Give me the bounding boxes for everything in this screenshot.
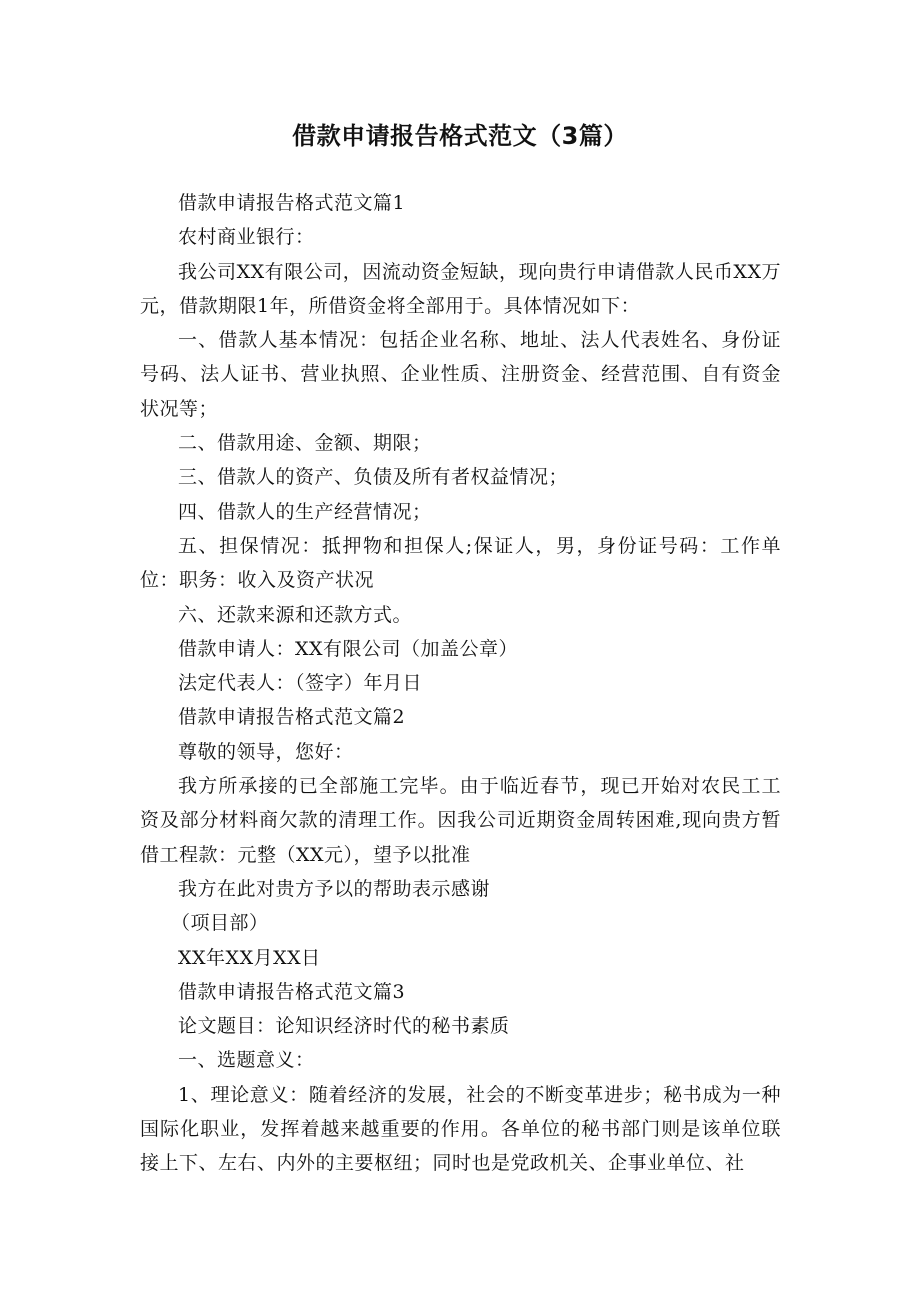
- paragraph-thesis-title: 论文题目：论知识经济时代的秘书素质: [178, 1015, 510, 1038]
- paragraph-salutation-bank: 农村商业银行：: [178, 226, 315, 249]
- paragraph-item-2: 二、借款用途、金额、期限；: [178, 432, 432, 455]
- document-title: 借款申请报告格式范文（3篇）: [292, 122, 628, 150]
- paragraph-heading-1: 借款申请报告格式范文篇1: [178, 192, 406, 214]
- document-body: [140, 186, 781, 1181]
- paragraph-project-request: 我方所承接的已全部施工完毕。由于临近春节，现已开始对农民工工资及部分材料商欠款的清理工作。因我公司近期资金周转困难,现向贵方暂借工程款：元整（XX元），望予以批准: [140, 775, 781, 866]
- paragraph-item-5: 五、担保情况：抵押物和担保人;保证人，男，身份证号码：工作单位：职务：收入及资产状况: [140, 534, 781, 592]
- paragraph-heading-3: 借款申请报告格式范文篇3: [178, 980, 406, 1003]
- paragraph-salutation-leader: 尊敬的领导，您好：: [178, 740, 354, 763]
- paragraph-item-3: 三、借款人的资产、负债及所有者权益情况；: [178, 466, 569, 489]
- paragraph-request: 我公司XX有限公司，因流动资金短缺，现向贵行申请借款人民币XX万元，借款期限1年，所借资金将全部用于。具体情况如下：: [140, 260, 781, 317]
- paragraph-topic-significance: 一、选题意义：: [178, 1049, 315, 1072]
- paragraph-item-6: 六、还款来源和还款方式。: [178, 603, 413, 626]
- paragraph-applicant: 借款申请人：XX有限公司（加盖公章）: [178, 637, 519, 660]
- paragraph-project-dept: （项目部）: [171, 912, 269, 935]
- paragraph-heading-2: 借款申请报告格式范文篇2: [178, 706, 406, 729]
- paragraph-item-1: 一、借款人基本情况：包括企业名称、地址、法人代表姓名、身份证号码、法人证书、营业执照、企业性质、注册资金、经营范围、自有资金状况等；: [140, 329, 781, 420]
- paragraph-date: XX年XX月XX日: [178, 946, 321, 969]
- paragraph-theory-significance: 1、理论意义：随着经济的发展，社会的不断变革进步；秘书成为一种国际化职业，发挥着越来越重要的作用。各单位的秘书部门则是该单位联接上下、左右、内外的主要枢纽；同时也是党政机关、企事业单位、社: [140, 1083, 781, 1175]
- paragraph-legal-representative: 法定代表人：（签字）年月日: [178, 672, 423, 695]
- paragraph-item-4: 四、借款人的生产经营情况；: [178, 500, 432, 523]
- paragraph-thanks: 我方在此对贵方予以的帮助表示感谢: [178, 877, 491, 900]
